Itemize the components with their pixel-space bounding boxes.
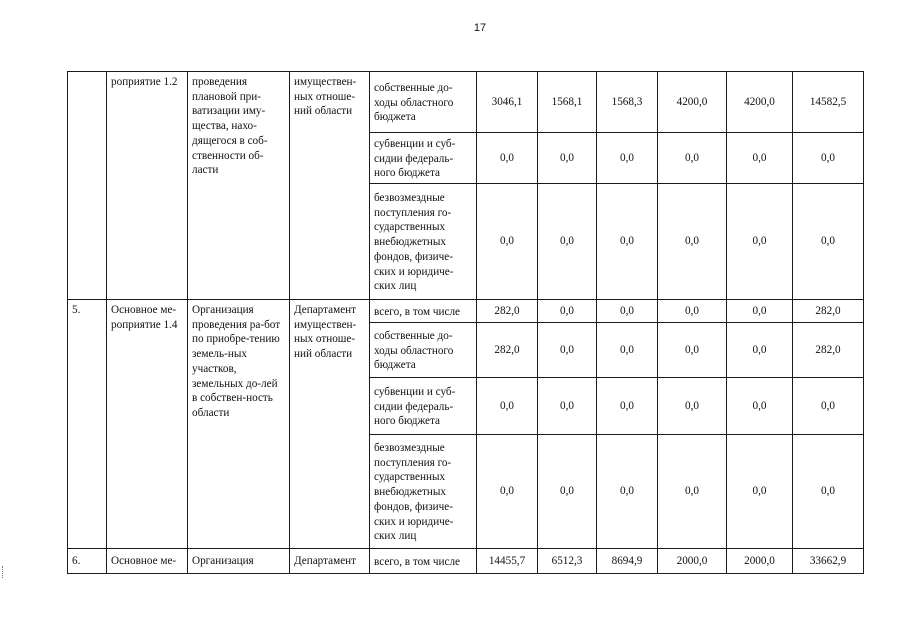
- funding-source-cell: безвозмездные поступления го-сударственных внебюджетных фондов, физиче-ских и юридиче-ских лиц: [370, 184, 477, 300]
- value-cell: 0,0: [727, 133, 793, 184]
- table-row: [68, 300, 864, 323]
- value-cell: 0,0: [538, 323, 597, 378]
- value-cell: 282,0: [477, 300, 538, 323]
- value-cell: 0,0: [727, 323, 793, 378]
- funding-source-cell: субвенции и суб-сидии федераль-ного бюджета: [370, 133, 477, 184]
- total-value-cell: 14582,5: [793, 72, 864, 133]
- executor-cell: Департамент: [290, 549, 370, 574]
- value-cell: 14455,7: [477, 549, 538, 574]
- event-description-cell: Организация: [188, 549, 290, 574]
- value-cell: 1568,3: [597, 72, 658, 133]
- value-cell: 0,0: [727, 184, 793, 300]
- value-cell: 3046,1: [477, 72, 538, 133]
- executor-cell: Департамент имуществен-ных отноше-ний области: [290, 300, 370, 549]
- budget-table: [67, 71, 864, 574]
- value-cell: 0,0: [658, 435, 727, 549]
- value-cell: 0,0: [727, 300, 793, 323]
- funding-source-cell: собственные до-ходы областного бюджета: [370, 323, 477, 378]
- value-cell: 0,0: [597, 323, 658, 378]
- funding-source-cell: всего, в том числе: [370, 549, 477, 574]
- value-cell: 0,0: [477, 184, 538, 300]
- total-value-cell: 0,0: [793, 184, 864, 300]
- value-cell: 0,0: [658, 323, 727, 378]
- total-value-cell: 0,0: [793, 378, 864, 435]
- value-cell: 0,0: [658, 378, 727, 435]
- value-cell: 0,0: [597, 378, 658, 435]
- value-cell: 0,0: [538, 133, 597, 184]
- total-value-cell: 282,0: [793, 300, 864, 323]
- value-cell: 0,0: [597, 133, 658, 184]
- value-cell: 2000,0: [658, 549, 727, 574]
- executor-cell: имуществен-ных отноше-ний области: [290, 72, 370, 300]
- page-number: 17: [473, 22, 487, 34]
- total-value-cell: 33662,9: [793, 549, 864, 574]
- row-number-cell: 5.: [68, 300, 107, 549]
- value-cell: 0,0: [658, 184, 727, 300]
- table-row: [68, 72, 864, 133]
- value-cell: 6512,3: [538, 549, 597, 574]
- funding-source-cell: всего, в том числе: [370, 300, 477, 323]
- total-value-cell: 282,0: [793, 323, 864, 378]
- total-value-cell: 0,0: [793, 133, 864, 184]
- value-cell: 0,0: [727, 435, 793, 549]
- value-cell: 4200,0: [727, 72, 793, 133]
- value-cell: 8694,9: [597, 549, 658, 574]
- value-cell: 1568,1: [538, 72, 597, 133]
- table-row: [68, 549, 864, 574]
- scan-edge-mark: [2, 566, 6, 578]
- value-cell: 0,0: [727, 378, 793, 435]
- value-cell: 0,0: [538, 435, 597, 549]
- value-cell: 0,0: [597, 184, 658, 300]
- funding-source-cell: безвозмездные поступления го-сударственных внебюджетных фондов, физиче-ских и юридиче-ских лиц: [370, 435, 477, 549]
- value-cell: 4200,0: [658, 72, 727, 133]
- value-cell: 0,0: [538, 378, 597, 435]
- value-cell: 0,0: [658, 133, 727, 184]
- total-value-cell: 0,0: [793, 435, 864, 549]
- value-cell: 0,0: [477, 378, 538, 435]
- funding-source-cell: субвенции и суб-сидии федераль-ного бюджета: [370, 378, 477, 435]
- value-cell: 0,0: [538, 300, 597, 323]
- value-cell: 0,0: [477, 435, 538, 549]
- event-description-cell: Организация проведения ра-бот по приобре-тению земель-ных участков, земельных до-лей в собствен-ность области: [188, 300, 290, 549]
- value-cell: 0,0: [597, 300, 658, 323]
- row-number-cell: 6.: [68, 549, 107, 574]
- value-cell: 282,0: [477, 323, 538, 378]
- event-name-cell: роприятие 1.2: [107, 72, 188, 300]
- event-description-cell: проведения плановой при-ватизации иму-щества, нахо-дящегося в соб-ственности об-ласти: [188, 72, 290, 300]
- event-name-cell: Основное ме-: [107, 549, 188, 574]
- value-cell: 0,0: [477, 133, 538, 184]
- value-cell: 2000,0: [727, 549, 793, 574]
- row-number-cell: [68, 72, 107, 300]
- value-cell: 0,0: [658, 300, 727, 323]
- event-name-cell: Основное ме-роприятие 1.4: [107, 300, 188, 549]
- value-cell: 0,0: [597, 435, 658, 549]
- value-cell: 0,0: [538, 184, 597, 300]
- funding-source-cell: собственные до-ходы областного бюджета: [370, 72, 477, 133]
